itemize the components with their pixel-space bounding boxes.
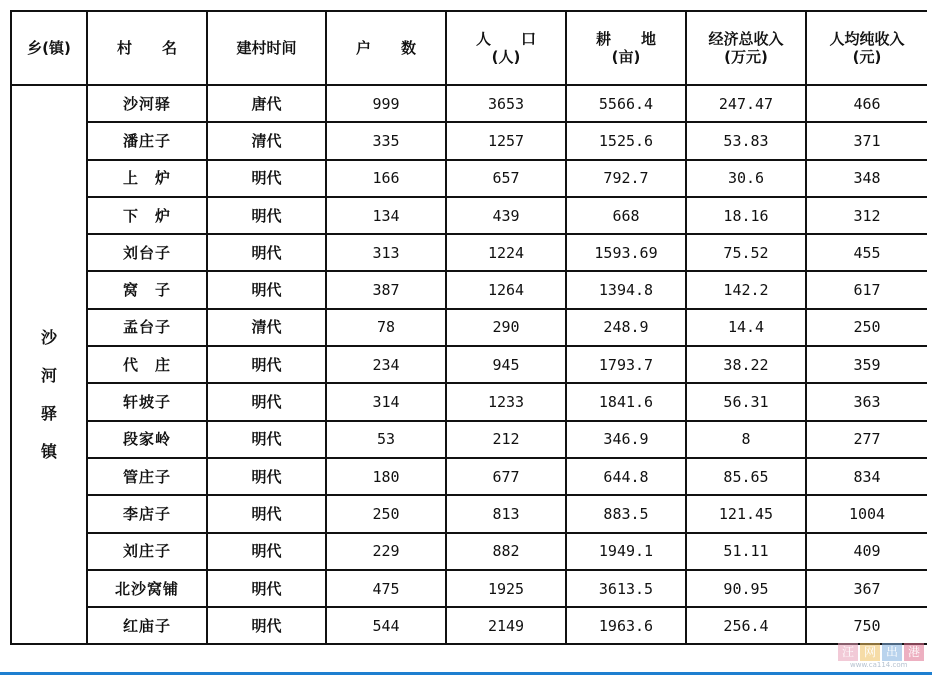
cell-per-capita: 466	[806, 85, 927, 122]
cell-income: 38.22	[686, 346, 806, 383]
cell-founded: 明代	[207, 570, 326, 607]
header-population-unit: (人)	[491, 48, 521, 66]
cell-village: 下 炉	[87, 197, 207, 234]
table-row	[11, 458, 927, 495]
header-village: 村 名	[87, 11, 207, 85]
cell-founded: 明代	[207, 197, 326, 234]
cell-village: 红庙子	[87, 607, 207, 644]
cell-village: 管庄子	[87, 458, 207, 495]
cell-income: 75.52	[686, 234, 806, 271]
cell-founded: 明代	[207, 607, 326, 644]
cell-households: 78	[326, 309, 446, 346]
cell-income: 53.83	[686, 122, 806, 159]
cell-income: 51.11	[686, 533, 806, 570]
cell-per-capita: 750	[806, 607, 927, 644]
cell-founded: 明代	[207, 346, 326, 383]
watermark-url: www.ca114.com	[850, 661, 908, 669]
table-body	[11, 85, 927, 644]
table-row	[11, 421, 927, 458]
cell-population: 677	[446, 458, 566, 495]
cell-founded: 清代	[207, 309, 326, 346]
cell-farmland: 883.5	[566, 495, 686, 532]
cell-founded: 明代	[207, 271, 326, 308]
cell-population: 439	[446, 197, 566, 234]
cell-village: 代 庄	[87, 346, 207, 383]
table-row	[11, 234, 927, 271]
cell-per-capita: 834	[806, 458, 927, 495]
cell-population: 1925	[446, 570, 566, 607]
cell-farmland: 1949.1	[566, 533, 686, 570]
cell-per-capita: 277	[806, 421, 927, 458]
header-per-capita-unit: (元)	[852, 48, 882, 66]
cell-farmland: 5566.4	[566, 85, 686, 122]
cell-per-capita: 250	[806, 309, 927, 346]
site-watermark	[838, 643, 926, 669]
table-row	[11, 607, 927, 644]
header-income-unit: (万元)	[724, 48, 768, 66]
cell-income: 30.6	[686, 160, 806, 197]
cell-income: 85.65	[686, 458, 806, 495]
cell-population: 1224	[446, 234, 566, 271]
header-farmland-unit: (亩)	[611, 48, 641, 66]
cell-farmland: 1525.6	[566, 122, 686, 159]
header-population	[446, 11, 566, 85]
header-income-label: 经济总收入	[708, 30, 784, 48]
cell-farmland: 668	[566, 197, 686, 234]
header-per-capita-label: 人均纯收入	[829, 30, 905, 48]
cell-population: 1264	[446, 271, 566, 308]
header-population-label: 人 口	[475, 30, 536, 48]
cell-households: 475	[326, 570, 446, 607]
cell-households: 387	[326, 271, 446, 308]
cell-farmland: 1963.6	[566, 607, 686, 644]
cell-per-capita: 455	[806, 234, 927, 271]
cell-population: 2149	[446, 607, 566, 644]
cell-farmland: 346.9	[566, 421, 686, 458]
cell-per-capita: 371	[806, 122, 927, 159]
cell-farmland: 248.9	[566, 309, 686, 346]
cell-population: 945	[446, 346, 566, 383]
watermark-char: 网	[860, 643, 880, 661]
cell-founded: 清代	[207, 122, 326, 159]
cell-founded: 明代	[207, 533, 326, 570]
cell-income: 247.47	[686, 85, 806, 122]
cell-founded: 唐代	[207, 85, 326, 122]
header-per-capita	[806, 11, 927, 85]
cell-income: 142.2	[686, 271, 806, 308]
cell-per-capita: 409	[806, 533, 927, 570]
cell-village: 刘庄子	[87, 533, 207, 570]
cell-farmland: 792.7	[566, 160, 686, 197]
cell-income: 121.45	[686, 495, 806, 532]
table-row	[11, 85, 927, 122]
cell-income: 256.4	[686, 607, 806, 644]
cell-village: 段家岭	[87, 421, 207, 458]
township-name: 沙河驿镇	[40, 327, 57, 461]
cell-per-capita: 359	[806, 346, 927, 383]
table-row	[11, 495, 927, 532]
cell-households: 53	[326, 421, 446, 458]
cell-village: 潘庄子	[87, 122, 207, 159]
cell-households: 250	[326, 495, 446, 532]
cell-households: 229	[326, 533, 446, 570]
cell-households: 999	[326, 85, 446, 122]
table-row	[11, 122, 927, 159]
cell-households: 335	[326, 122, 446, 159]
header-farmland-label: 耕 地	[595, 30, 656, 48]
cell-population: 212	[446, 421, 566, 458]
cell-farmland: 1394.8	[566, 271, 686, 308]
table-row	[11, 533, 927, 570]
table-row	[11, 383, 927, 420]
watermark-char: 出	[882, 643, 902, 661]
table-row	[11, 160, 927, 197]
village-statistics-table	[10, 10, 927, 645]
cell-per-capita: 1004	[806, 495, 927, 532]
cell-population: 813	[446, 495, 566, 532]
cell-income: 56.31	[686, 383, 806, 420]
table-row	[11, 346, 927, 383]
cell-income: 90.95	[686, 570, 806, 607]
header-row	[11, 11, 927, 85]
table-row	[11, 570, 927, 607]
cell-per-capita: 312	[806, 197, 927, 234]
watermark-char: 港	[904, 643, 924, 661]
cell-households: 313	[326, 234, 446, 271]
cell-population: 290	[446, 309, 566, 346]
cell-population: 1233	[446, 383, 566, 420]
watermark-char: 汪	[838, 643, 858, 661]
cell-village: 沙河驿	[87, 85, 207, 122]
cell-founded: 明代	[207, 383, 326, 420]
cell-farmland: 1593.69	[566, 234, 686, 271]
cell-founded: 明代	[207, 421, 326, 458]
cell-households: 234	[326, 346, 446, 383]
cell-households: 166	[326, 160, 446, 197]
header-farmland	[566, 11, 686, 85]
cell-village: 北沙窝铺	[87, 570, 207, 607]
table-row	[11, 271, 927, 308]
cell-farmland: 644.8	[566, 458, 686, 495]
cell-village: 上 炉	[87, 160, 207, 197]
cell-households: 544	[326, 607, 446, 644]
cell-per-capita: 363	[806, 383, 927, 420]
table-row	[11, 197, 927, 234]
cell-income: 18.16	[686, 197, 806, 234]
cell-population: 3653	[446, 85, 566, 122]
cell-founded: 明代	[207, 495, 326, 532]
cell-township	[11, 85, 87, 644]
cell-village: 孟台子	[87, 309, 207, 346]
cell-population: 657	[446, 160, 566, 197]
cell-income: 14.4	[686, 309, 806, 346]
table-row	[11, 309, 927, 346]
cell-income: 8	[686, 421, 806, 458]
cell-founded: 明代	[207, 160, 326, 197]
cell-households: 134	[326, 197, 446, 234]
cell-farmland: 1793.7	[566, 346, 686, 383]
cell-founded: 明代	[207, 458, 326, 495]
cell-per-capita: 348	[806, 160, 927, 197]
cell-households: 180	[326, 458, 446, 495]
header-founded: 建村时间	[207, 11, 326, 85]
cell-village: 李店子	[87, 495, 207, 532]
header-income	[686, 11, 806, 85]
cell-village: 轩坡子	[87, 383, 207, 420]
cell-founded: 明代	[207, 234, 326, 271]
cell-village: 窝 子	[87, 271, 207, 308]
village-statistics-table-wrapper	[10, 10, 927, 674]
cell-farmland: 3613.5	[566, 570, 686, 607]
header-households: 户 数	[326, 11, 446, 85]
cell-per-capita: 367	[806, 570, 927, 607]
cell-per-capita: 617	[806, 271, 927, 308]
cell-farmland: 1841.6	[566, 383, 686, 420]
cell-households: 314	[326, 383, 446, 420]
cell-population: 1257	[446, 122, 566, 159]
cell-population: 882	[446, 533, 566, 570]
cell-village: 刘台子	[87, 234, 207, 271]
header-township: 乡(镇)	[11, 11, 87, 85]
